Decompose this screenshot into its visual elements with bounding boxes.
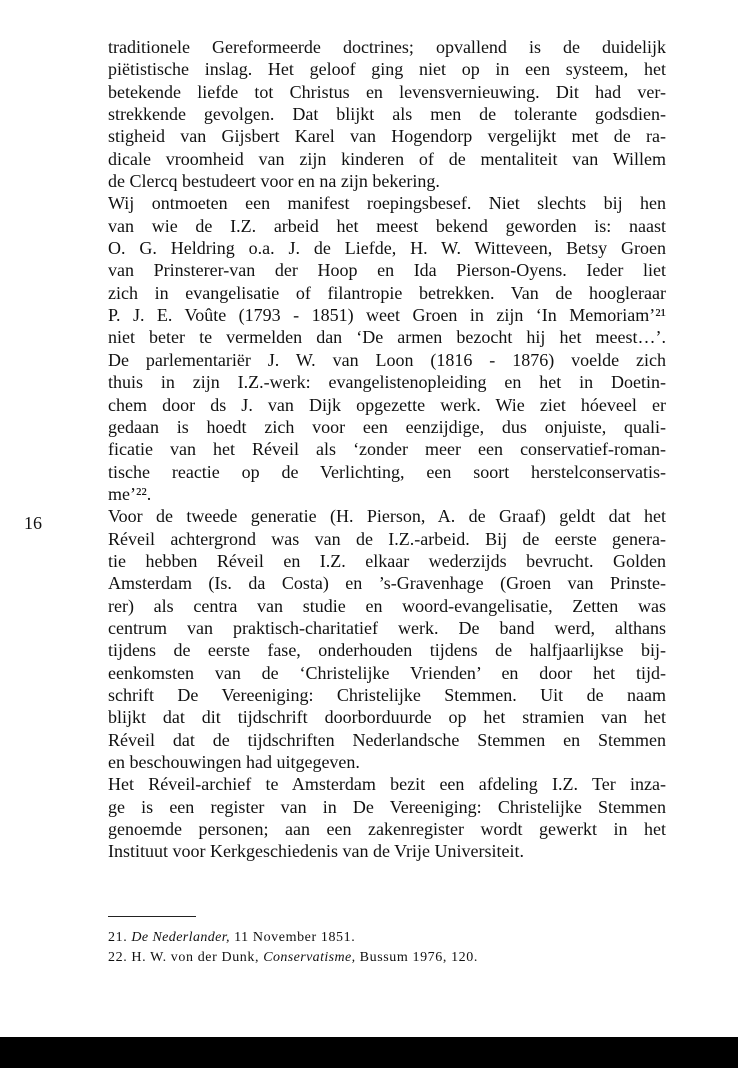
footnotes: [108, 928, 668, 968]
text-line: dicale vroomheid van zijn kinderen of de mentaliteit van Willem: [108, 148, 666, 169]
text-line: rer) als centra van studie en woord-evangelisatie, Zetten was: [108, 595, 666, 616]
text-line: P. J. E. Voûte (1793 - 1851) weet Groen in zijn ‘In Memoriam’²¹: [108, 305, 666, 326]
text-line: me’²².: [108, 483, 152, 504]
text-line: en beschouwingen had uitgegeven.: [108, 752, 360, 772]
scan-bottom-edge: [0, 1037, 738, 1068]
text-line: van Prinsterer-van der Hoop en Ida Pierson-Oyens. Ieder liet: [108, 260, 666, 281]
text-line: betekende liefde tot Christus en levensvernieuwing. Dit had ver-: [108, 81, 666, 102]
text-line: Instituut voor Kerkgeschiedenis van de Vrije Universiteit.: [108, 841, 524, 862]
text-line: chem door ds J. van Dijk opgezette werk. Wie ziet hóeveel er: [108, 394, 666, 415]
text-line: stigheid van Gijsbert Karel van Hogendorp vergelijkt met de ra-: [108, 126, 666, 147]
text-line: genoemde personen; aan een zakenregister wordt gewerkt in het: [108, 819, 666, 840]
text-line: Het Réveil-archief te Amsterdam bezit een afdeling I.Z. Ter inza-: [108, 774, 666, 795]
text-line: de Clercq bestudeert voor en na zijn bekering.: [108, 171, 440, 192]
text-line: O. G. Heldring o.a. J. de Liefde, H. W. Witteveen, Betsy Groen: [108, 238, 666, 259]
text-line: thuis in zijn I.Z.-werk: evangelistenopleiding en het in Doetin-: [108, 372, 666, 393]
text-line: gedaan is hoedt zich voor een eenzijdige, dus onjuiste, quali-: [108, 416, 666, 437]
text-line: ge is een register van in De Vereeniging: Christelijke Stemmen: [108, 796, 666, 817]
body-text: [108, 36, 666, 863]
text-line: tie hebben Réveil en I.Z. elkaar wederzijds bevrucht. Golden: [108, 550, 666, 571]
text-line: De parlementariër J. W. van Loon (1816 - 1876) voelde zich: [108, 349, 666, 370]
footnote-21: 21. De Nederlander, 11 November 1851.: [108, 930, 356, 945]
text-line: eenkomsten van de ‘Christelijke Vrienden’ en door het tijd-: [108, 662, 666, 683]
text-line: traditionele Gereformeerde doctrines; opvallend is de duidelijk: [108, 37, 666, 57]
text-line: zich in evangelisatie of filantropie betrekken. Van de hoogleraar: [108, 282, 666, 303]
text-line: ficatie van het Réveil als ‘zonder meer een conservatief-roman-: [108, 439, 666, 460]
text-line: schrift De Vereeniging: Christelijke Stemmen. Uit de naam: [108, 684, 666, 705]
text-line: tijdens de eerste fase, onderhouden tijdens de halfjaarlijkse bij-: [108, 640, 666, 661]
text-line: Réveil dat de tijdschriften Nederlandsche Stemmen en Stemmen: [108, 729, 666, 750]
footnote-divider: [108, 916, 196, 917]
text-line: blijkt dat dit tijdschrift doorborduurde op het stramien van het: [108, 707, 666, 728]
text-line: van wie de I.Z. arbeid het meest bekend geworden is: naast: [108, 215, 666, 236]
text-line: centrum van praktisch-charitatief werk. De band werd, althans: [108, 617, 666, 638]
text-line: Wij ontmoeten een manifest roepingsbesef. Niet slechts bij hen: [108, 193, 666, 214]
text-line: niet beter te vermelden dan ‘De armen bezocht hij het meest…’.: [108, 327, 666, 348]
text-line: tische reactie op de Verlichting, een soort herstelconservatis-: [108, 461, 666, 482]
page-number: 16: [24, 513, 42, 533]
text-line: Réveil achtergrond was van de I.Z.-arbeid. Bij de eerste genera-: [108, 528, 666, 549]
footnote-22: 22. H. W. von der Dunk, Conservatisme, Bussum 1976, 120.: [108, 950, 478, 965]
text-line: piëtistische inslag. Het geloof ging niet op in een systeem, het: [108, 59, 666, 80]
text-line: Voor de tweede generatie (H. Pierson, A. de Graaf) geldt dat het: [108, 506, 666, 527]
text-line: Amsterdam (Is. da Costa) en ’s-Gravenhage (Groen van Prinste-: [108, 573, 666, 594]
text-line: strekkende gevolgen. Dat blijkt als men de tolerante godsdien-: [108, 104, 666, 125]
